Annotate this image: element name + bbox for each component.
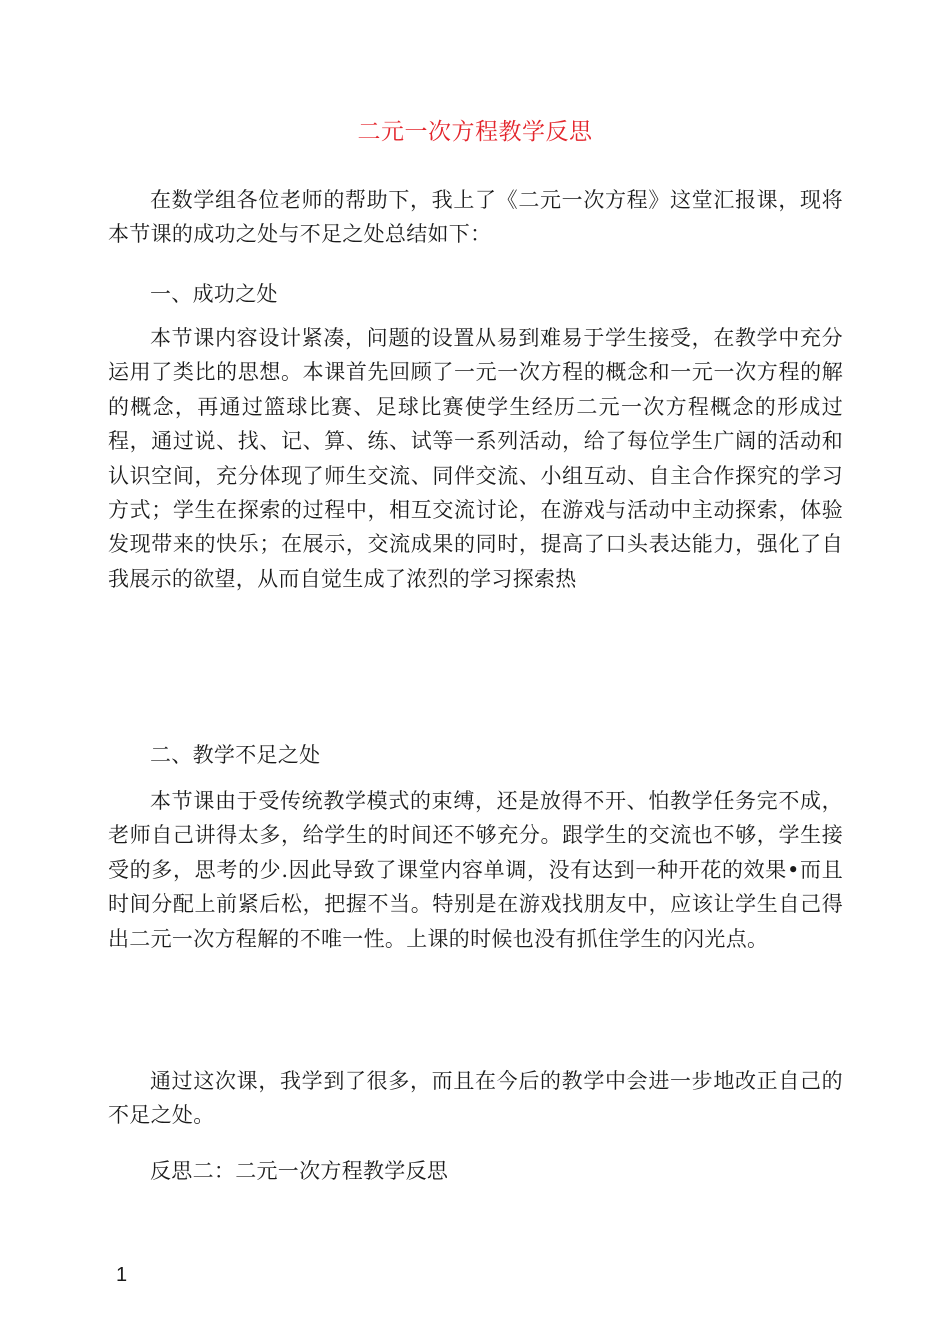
section-heading-shortcomings: 二、教学不足之处 (150, 743, 321, 767)
section-heading-success: 一、成功之处 (150, 282, 278, 306)
document-title: 二元一次方程教学反思 (357, 119, 593, 145)
conclusion-paragraph: 通过这次课，我学到了很多，而且在今后的教学中会进一步地改正自己的不足之处。 (108, 1069, 843, 1128)
page-number: 1 (116, 1264, 128, 1286)
next-section-heading: 反思二：二元一次方程教学反思 (150, 1159, 449, 1183)
section-body-success: 本节课内容设计紧凑，问题的设置从易到难易于学生接受，在教学中充分运用了类比的思想。本课首先回顾了一元一次方程的概念和一元一次方程的解的概念，再通过篮球比赛、足球比赛使学生经历二元一次方程概念的形成过程，通过说、找、记、算、练、试等一系列活动，给了每位学生广阔的活动和认识空间，充分体现了师生交流、同伴交流、小组互动、自主合作探究的学习方式；学生在探索的过程中，相互交流讨论，在游戏与活动中主动探索，体验发现带来的快乐；在展示，交流成果的同时，提高了口头表达能力，强化了自我展示的欲望，从而自觉生成了浓烈的学习探索热 (108, 326, 843, 591)
section-body-shortcomings: 本节课由于受传统教学模式的束缚，还是放得不开、怕教学任务完不成，老师自己讲得太多，给学生的时间还不够充分。跟学生的交流也不够，学生接受的多，思考的少.因此导致了课堂内容单调，没有达到一种开花的效果•而且时间分配上前紧后松，把握不当。特别是在游戏找朋友中，应该让学生自己得出二元一次方程解的不唯一性。上课的时候也没有抓住学生的闪光点。 (108, 789, 843, 951)
intro-paragraph: 在数学组各位老师的帮助下，我上了《二元一次方程》这堂汇报课，现将本节课的成功之处与不足之处总结如下： (108, 188, 843, 247)
